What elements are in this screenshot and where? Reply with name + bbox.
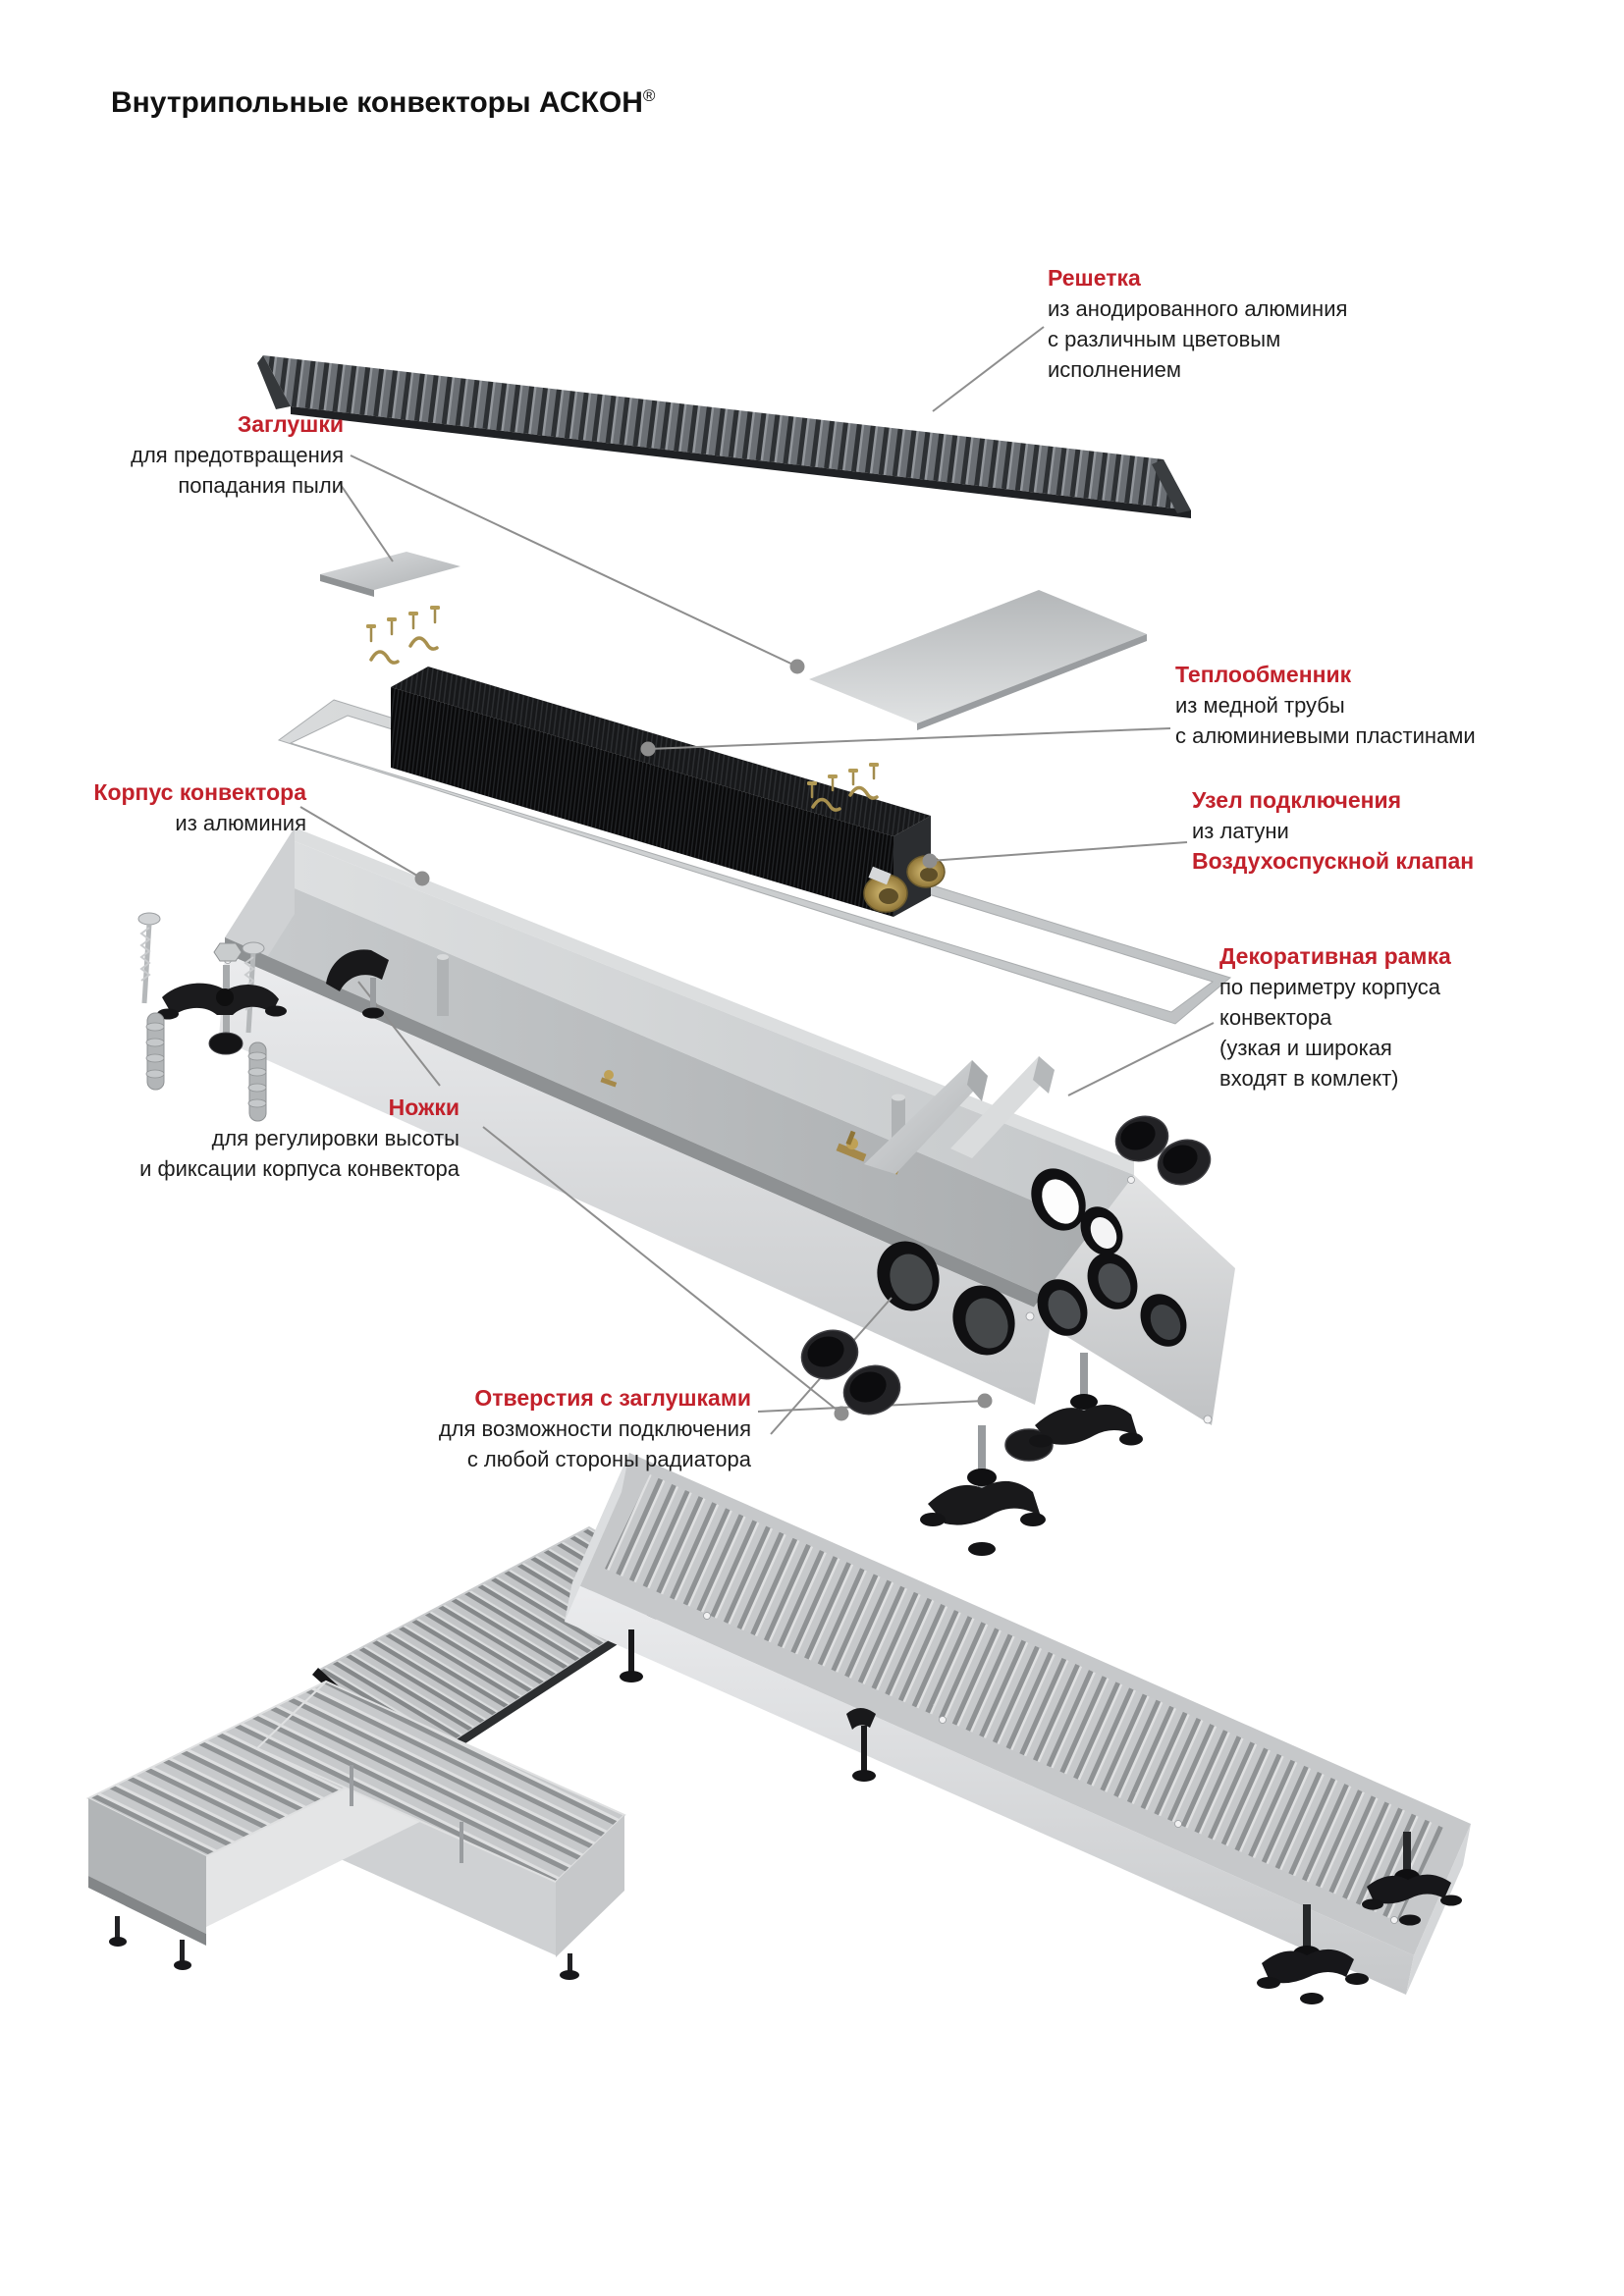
label-dust-plugs: Заглушки для предотвращения попадания пыли — [131, 411, 344, 498]
label-heat-exchanger: Теплообменник из медной трубы с алюминиевыми пластинами — [1175, 662, 1476, 748]
registered-mark: ® — [642, 86, 656, 105]
label-body-title: Корпус конвектора — [93, 779, 306, 805]
label-holes: Отверстия с заглушками для возможности подключения с любой стороны радиатора — [438, 1385, 751, 1471]
label-grille: Решетка из анодированного алюминия с различным цветовым исполнением — [1048, 265, 1348, 382]
label-decor-frame-title: Декоративная рамка — [1219, 943, 1451, 969]
label-legs-title: Ножки — [388, 1095, 460, 1120]
dust-plug-large — [809, 590, 1147, 730]
label-decor-frame: Декоративная рамка по периметру корпуса конвектора (узкая и широкая входят в комлект) — [1219, 943, 1451, 1091]
label-legs: Ножки для регулировки высоты и фиксации корпуса конвектора — [139, 1095, 460, 1181]
page-title-text: Внутрипольные конвекторы АСКОН — [111, 86, 643, 119]
label-grille-title: Решетка — [1048, 265, 1141, 291]
label-body: Корпус конвектора из алюминия — [93, 779, 306, 835]
label-connection-unit-title: Узел подключения — [1192, 787, 1402, 813]
heat-exchanger-part — [391, 667, 945, 917]
fastener-clips-1 — [366, 606, 440, 663]
label-air-valve-title: Воздухоспускной клапан — [1192, 848, 1475, 874]
label-connection-unit: Узел подключения из латуни Воздухоспускной клапан — [1192, 785, 1474, 877]
corner-unit-assembled — [88, 1682, 624, 1980]
page-title — [111, 86, 655, 120]
label-dust-plugs-title: Заглушки — [237, 411, 344, 437]
label-holes-title: Отверстия с заглушками — [474, 1385, 751, 1411]
label-heat-exchanger-title: Теплообменник — [1175, 662, 1352, 687]
straight-unit-assembled — [565, 1453, 1471, 2004]
